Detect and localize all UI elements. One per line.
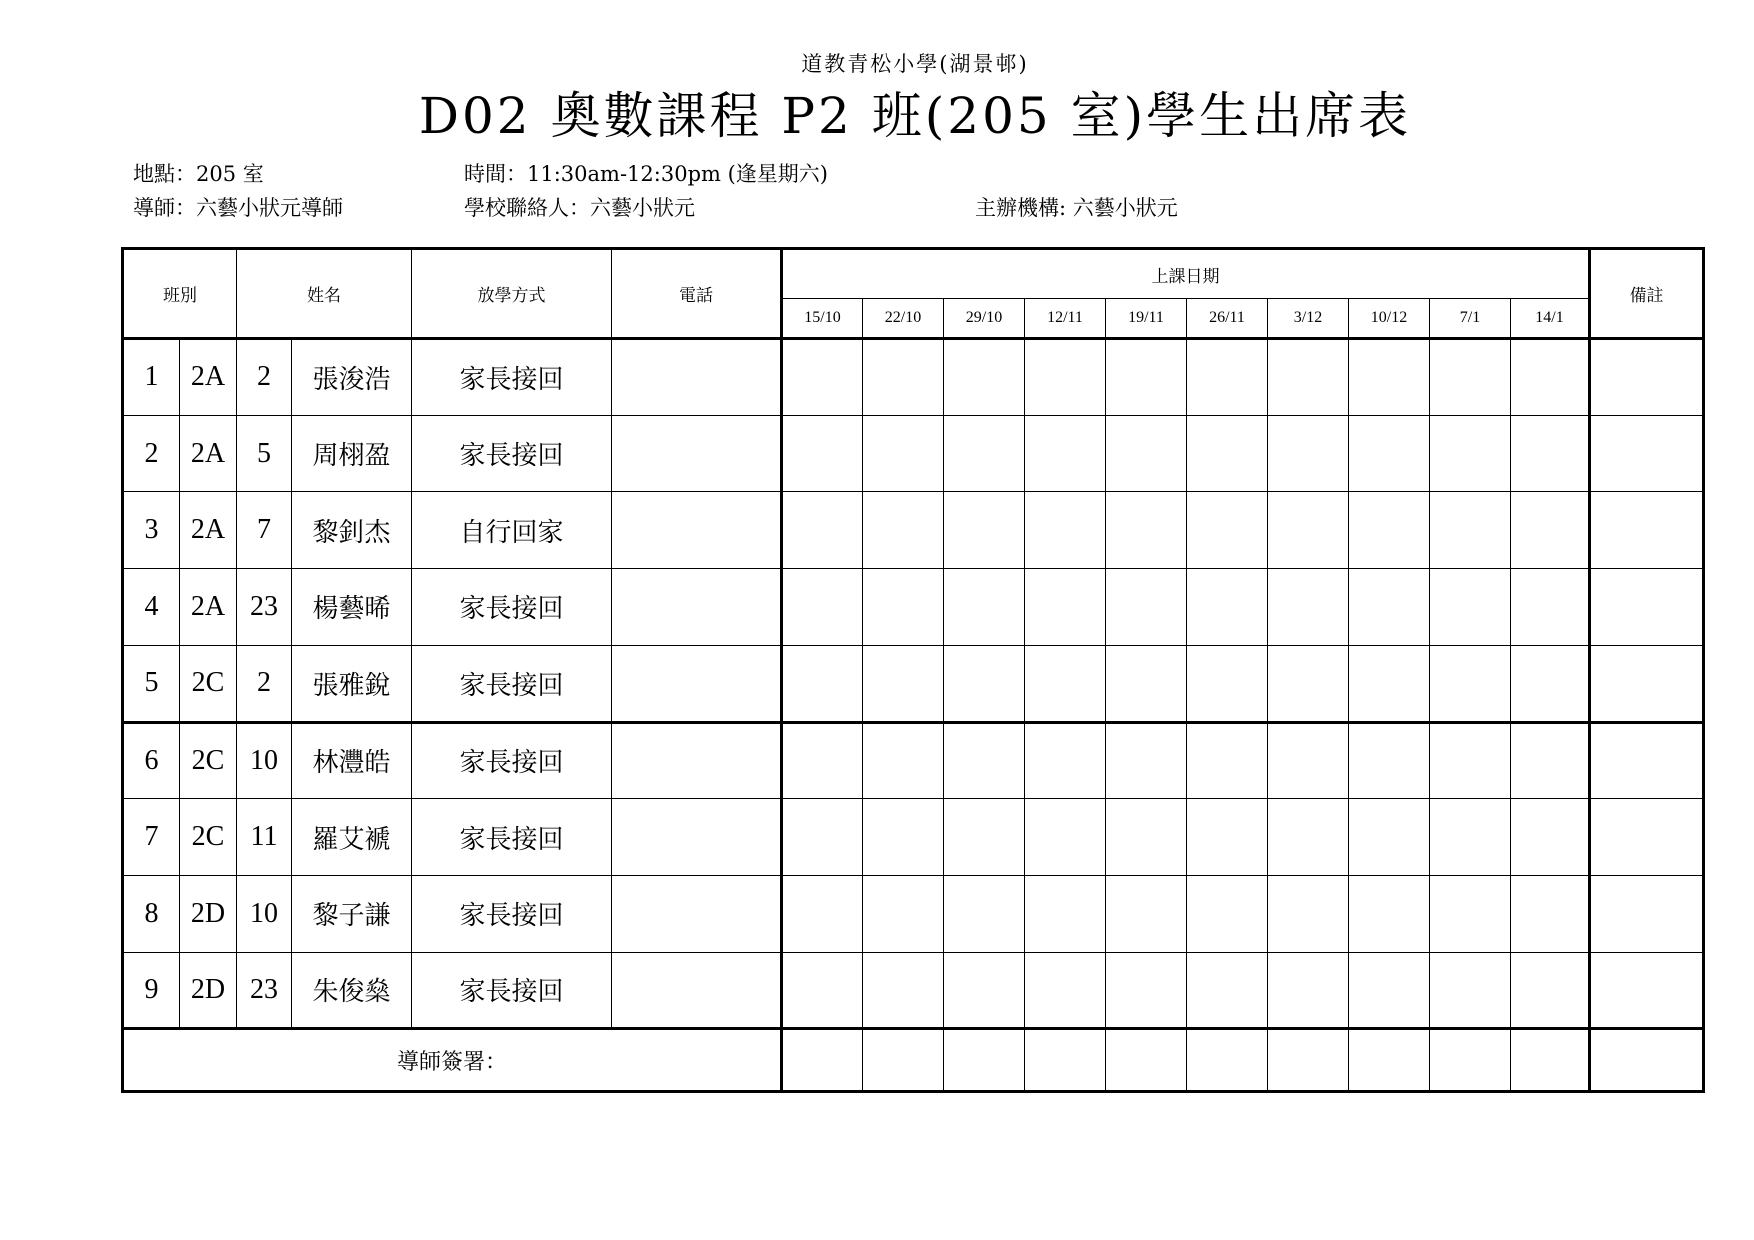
row-number-cell: 2: [123, 415, 180, 492]
date-header-cell: 29/10: [944, 299, 1025, 339]
table-row: [123, 799, 1704, 876]
attendance-cell[interactable]: [863, 492, 944, 569]
attendance-cell[interactable]: [1349, 569, 1430, 646]
attendance-cell[interactable]: [1430, 339, 1511, 416]
attendance-cell[interactable]: [1349, 339, 1430, 416]
class-number-cell: 2: [237, 339, 292, 416]
attendance-cell[interactable]: [944, 722, 1025, 799]
signature-cell[interactable]: [782, 1029, 863, 1092]
table-row: [123, 415, 1704, 492]
attendance-cell[interactable]: [863, 952, 944, 1029]
remarks-header: 備註: [1590, 249, 1704, 339]
dates-title-header: 上課日期: [782, 249, 1590, 299]
attendance-cell[interactable]: [1511, 339, 1590, 416]
table-row: [123, 645, 1704, 722]
attendance-cell[interactable]: [1349, 722, 1430, 799]
class-number-cell: 10: [237, 875, 292, 952]
attendance-cell[interactable]: [1430, 569, 1511, 646]
attendance-cell[interactable]: [1511, 415, 1590, 492]
date-header-cell: 3/12: [1268, 299, 1349, 339]
phone-cell[interactable]: [612, 722, 782, 799]
phone-cell[interactable]: [612, 799, 782, 876]
class-cell: 2C: [180, 722, 237, 799]
row-number-cell: 8: [123, 875, 180, 952]
attendance-cell[interactable]: [1025, 875, 1106, 952]
dismissal-header: 放學方式: [412, 249, 612, 339]
signature-cell[interactable]: [1025, 1029, 1106, 1092]
student-name-cell: 楊藝晞: [292, 569, 412, 646]
attendance-cell[interactable]: [1349, 952, 1430, 1029]
student-name-cell: 張浚浩: [292, 339, 412, 416]
attendance-cell[interactable]: [1106, 492, 1187, 569]
signature-cell[interactable]: [1349, 1029, 1430, 1092]
attendance-cell[interactable]: [1511, 875, 1590, 952]
dismissal-cell: 家長接回: [412, 952, 612, 1029]
attendance-cell[interactable]: [1025, 722, 1106, 799]
attendance-cell[interactable]: [1187, 492, 1268, 569]
dismissal-cell: 家長接回: [412, 645, 612, 722]
signature-cell[interactable]: [1430, 1029, 1511, 1092]
row-number-cell: 5: [123, 645, 180, 722]
attendance-cell[interactable]: [863, 569, 944, 646]
remarks-cell[interactable]: [1590, 569, 1704, 646]
date-header-cell: 26/11: [1187, 299, 1268, 339]
attendance-cell[interactable]: [1106, 875, 1187, 952]
remarks-cell[interactable]: [1590, 492, 1704, 569]
attendance-cell[interactable]: [1187, 722, 1268, 799]
student-name-cell: 張雅銳: [292, 645, 412, 722]
remarks-cell[interactable]: [1590, 952, 1704, 1029]
class-header: 班別: [123, 249, 237, 339]
student-name-cell: 周栩盈: [292, 415, 412, 492]
table-row: [123, 492, 1704, 569]
attendance-cell[interactable]: [782, 875, 863, 952]
signature-cell[interactable]: [944, 1029, 1025, 1092]
attendance-cell[interactable]: [1268, 645, 1349, 722]
class-number-cell: 5: [237, 415, 292, 492]
attendance-cell[interactable]: [1025, 952, 1106, 1029]
class-number-cell: 11: [237, 799, 292, 876]
class-cell: 2A: [180, 339, 237, 416]
attendance-cell[interactable]: [944, 875, 1025, 952]
remarks-cell[interactable]: [1590, 799, 1704, 876]
remarks-cell[interactable]: [1590, 415, 1704, 492]
date-header-cell: 15/10: [782, 299, 863, 339]
attendance-cell[interactable]: [1268, 569, 1349, 646]
class-number-cell: 23: [237, 952, 292, 1029]
attendance-cell[interactable]: [863, 799, 944, 876]
phone-cell[interactable]: [612, 339, 782, 416]
class-number-cell: 7: [237, 492, 292, 569]
row-number-cell: 1: [123, 339, 180, 416]
student-name-cell: 黎釗杰: [292, 492, 412, 569]
attendance-cell[interactable]: [1106, 952, 1187, 1029]
attendance-cell[interactable]: [1187, 339, 1268, 416]
signature-cell[interactable]: [1511, 1029, 1590, 1092]
attendance-cell[interactable]: [1106, 645, 1187, 722]
dismissal-cell: 自行回家: [412, 492, 612, 569]
student-name-cell: 林灃皓: [292, 722, 412, 799]
attendance-table: [121, 247, 1705, 1093]
signature-cell[interactable]: [863, 1029, 944, 1092]
attendance-cell[interactable]: [1349, 415, 1430, 492]
row-number-cell: 9: [123, 952, 180, 1029]
attendance-cell[interactable]: [1025, 569, 1106, 646]
attendance-cell[interactable]: [1187, 645, 1268, 722]
row-number-cell: 3: [123, 492, 180, 569]
attendance-cell[interactable]: [1187, 799, 1268, 876]
attendance-cell[interactable]: [1511, 799, 1590, 876]
attendance-cell[interactable]: [1511, 492, 1590, 569]
attendance-cell[interactable]: [863, 875, 944, 952]
attendance-cell[interactable]: [1268, 492, 1349, 569]
attendance-cell[interactable]: [1268, 722, 1349, 799]
class-cell: 2A: [180, 415, 237, 492]
attendance-cell[interactable]: [1187, 569, 1268, 646]
attendance-cell[interactable]: [1349, 492, 1430, 569]
attendance-cell[interactable]: [944, 799, 1025, 876]
remarks-cell[interactable]: [1590, 339, 1704, 416]
class-cell: 2C: [180, 799, 237, 876]
attendance-cell[interactable]: [1349, 645, 1430, 722]
remarks-cell[interactable]: [1590, 645, 1704, 722]
attendance-cell[interactable]: [1268, 415, 1349, 492]
row-number-cell: 6: [123, 722, 180, 799]
remarks-cell[interactable]: [1590, 875, 1704, 952]
date-header-cell: 7/1: [1430, 299, 1511, 339]
attendance-cell[interactable]: [1106, 339, 1187, 416]
row-number-cell: 7: [123, 799, 180, 876]
signature-cell[interactable]: [1187, 1029, 1268, 1092]
student-name-cell: 黎子謙: [292, 875, 412, 952]
table-row: [123, 722, 1704, 799]
attendance-cell[interactable]: [1268, 799, 1349, 876]
attendance-cell[interactable]: [782, 339, 863, 416]
attendance-cell[interactable]: [944, 569, 1025, 646]
phone-cell[interactable]: [612, 875, 782, 952]
attendance-cell[interactable]: [782, 645, 863, 722]
class-number-cell: 23: [237, 569, 292, 646]
date-header-cell: 10/12: [1349, 299, 1430, 339]
contact-info: 學校聯絡人：六藝小狀元: [464, 196, 695, 220]
attendance-cell[interactable]: [1430, 722, 1511, 799]
table-row: [123, 875, 1704, 952]
page-title: D02 奧數課程 P2 班(205 室)學生出席表: [418, 87, 1412, 145]
table-row: [123, 339, 1704, 416]
attendance-cell[interactable]: [1025, 492, 1106, 569]
date-header-cell: 22/10: [863, 299, 944, 339]
attendance-cell[interactable]: [1430, 875, 1511, 952]
class-number-cell: 10: [237, 722, 292, 799]
attendance-cell[interactable]: [1106, 415, 1187, 492]
table-row: [123, 569, 1704, 646]
dismissal-cell: 家長接回: [412, 875, 612, 952]
attendance-cell[interactable]: [1106, 722, 1187, 799]
attendance-cell[interactable]: [1349, 799, 1430, 876]
phone-cell[interactable]: [612, 492, 782, 569]
attendance-cell[interactable]: [863, 645, 944, 722]
attendance-cell[interactable]: [1511, 722, 1590, 799]
attendance-cell[interactable]: [944, 492, 1025, 569]
attendance-cell[interactable]: [1187, 415, 1268, 492]
attendance-cell[interactable]: [1025, 799, 1106, 876]
attendance-cell[interactable]: [1106, 799, 1187, 876]
phone-cell[interactable]: [612, 952, 782, 1029]
date-header-cell: 12/11: [1025, 299, 1106, 339]
attendance-cell[interactable]: [782, 415, 863, 492]
attendance-cell[interactable]: [1187, 952, 1268, 1029]
school-name: 道教青松小學(湖景邨): [801, 52, 1029, 76]
attendance-cell[interactable]: [1025, 415, 1106, 492]
attendance-cell[interactable]: [1430, 415, 1511, 492]
phone-cell[interactable]: [612, 569, 782, 646]
attendance-cell[interactable]: [782, 569, 863, 646]
attendance-cell[interactable]: [1349, 875, 1430, 952]
attendance-cell[interactable]: [782, 799, 863, 876]
organizer-info: 主辦機構: 六藝小狀元: [975, 196, 1178, 220]
attendance-cell[interactable]: [1511, 569, 1590, 646]
class-cell: 2A: [180, 492, 237, 569]
attendance-cell[interactable]: [782, 952, 863, 1029]
attendance-cell[interactable]: [1106, 569, 1187, 646]
location-info: 地點：205 室: [133, 162, 264, 186]
class-cell: 2A: [180, 569, 237, 646]
attendance-cell[interactable]: [944, 645, 1025, 722]
date-header-cell: 14/1: [1511, 299, 1590, 339]
phone-cell[interactable]: [612, 645, 782, 722]
attendance-cell[interactable]: [1430, 492, 1511, 569]
attendance-cell[interactable]: [1268, 952, 1349, 1029]
attendance-cell[interactable]: [1025, 339, 1106, 416]
attendance-cell[interactable]: [863, 339, 944, 416]
time-info: 時間：11:30am-12:30pm (逢星期六): [464, 162, 828, 186]
student-name-cell: 朱俊燊: [292, 952, 412, 1029]
phone-cell[interactable]: [612, 415, 782, 492]
attendance-cell[interactable]: [944, 415, 1025, 492]
name-header: 姓名: [237, 249, 412, 339]
dismissal-cell: 家長接回: [412, 415, 612, 492]
dismissal-cell: 家長接回: [412, 569, 612, 646]
attendance-cell[interactable]: [1268, 875, 1349, 952]
attendance-cell[interactable]: [1511, 645, 1590, 722]
attendance-cell[interactable]: [782, 492, 863, 569]
signature-cell[interactable]: [1268, 1029, 1349, 1092]
attendance-cell[interactable]: [1268, 339, 1349, 416]
attendance-cell[interactable]: [1430, 799, 1511, 876]
phone-header: 電話: [612, 249, 782, 339]
attendance-cell[interactable]: [1187, 875, 1268, 952]
class-cell: 2D: [180, 875, 237, 952]
date-header-cell: 19/11: [1106, 299, 1187, 339]
attendance-cell[interactable]: [1025, 645, 1106, 722]
dismissal-cell: 家長接回: [412, 722, 612, 799]
table-row: [123, 952, 1704, 1029]
remarks-cell[interactable]: [1590, 722, 1704, 799]
attendance-cell[interactable]: [1511, 952, 1590, 1029]
signature-label: 導師簽署：: [123, 1029, 782, 1092]
signature-cell[interactable]: [1106, 1029, 1187, 1092]
row-number-cell: 4: [123, 569, 180, 646]
student-name-cell: 羅艾褫: [292, 799, 412, 876]
attendance-cell[interactable]: [1430, 952, 1511, 1029]
signature-row: [123, 1029, 1704, 1092]
attendance-cell[interactable]: [944, 952, 1025, 1029]
attendance-cell[interactable]: [863, 415, 944, 492]
attendance-cell[interactable]: [944, 339, 1025, 416]
attendance-cell[interactable]: [782, 722, 863, 799]
class-cell: 2D: [180, 952, 237, 1029]
class-cell: 2C: [180, 645, 237, 722]
dismissal-cell: 家長接回: [412, 339, 612, 416]
class-number-cell: 2: [237, 645, 292, 722]
attendance-cell[interactable]: [1430, 645, 1511, 722]
attendance-cell[interactable]: [863, 722, 944, 799]
tutor-info: 導師：六藝小狀元導師: [133, 196, 343, 220]
dismissal-cell: 家長接回: [412, 799, 612, 876]
signature-remarks-cell[interactable]: [1590, 1029, 1704, 1092]
